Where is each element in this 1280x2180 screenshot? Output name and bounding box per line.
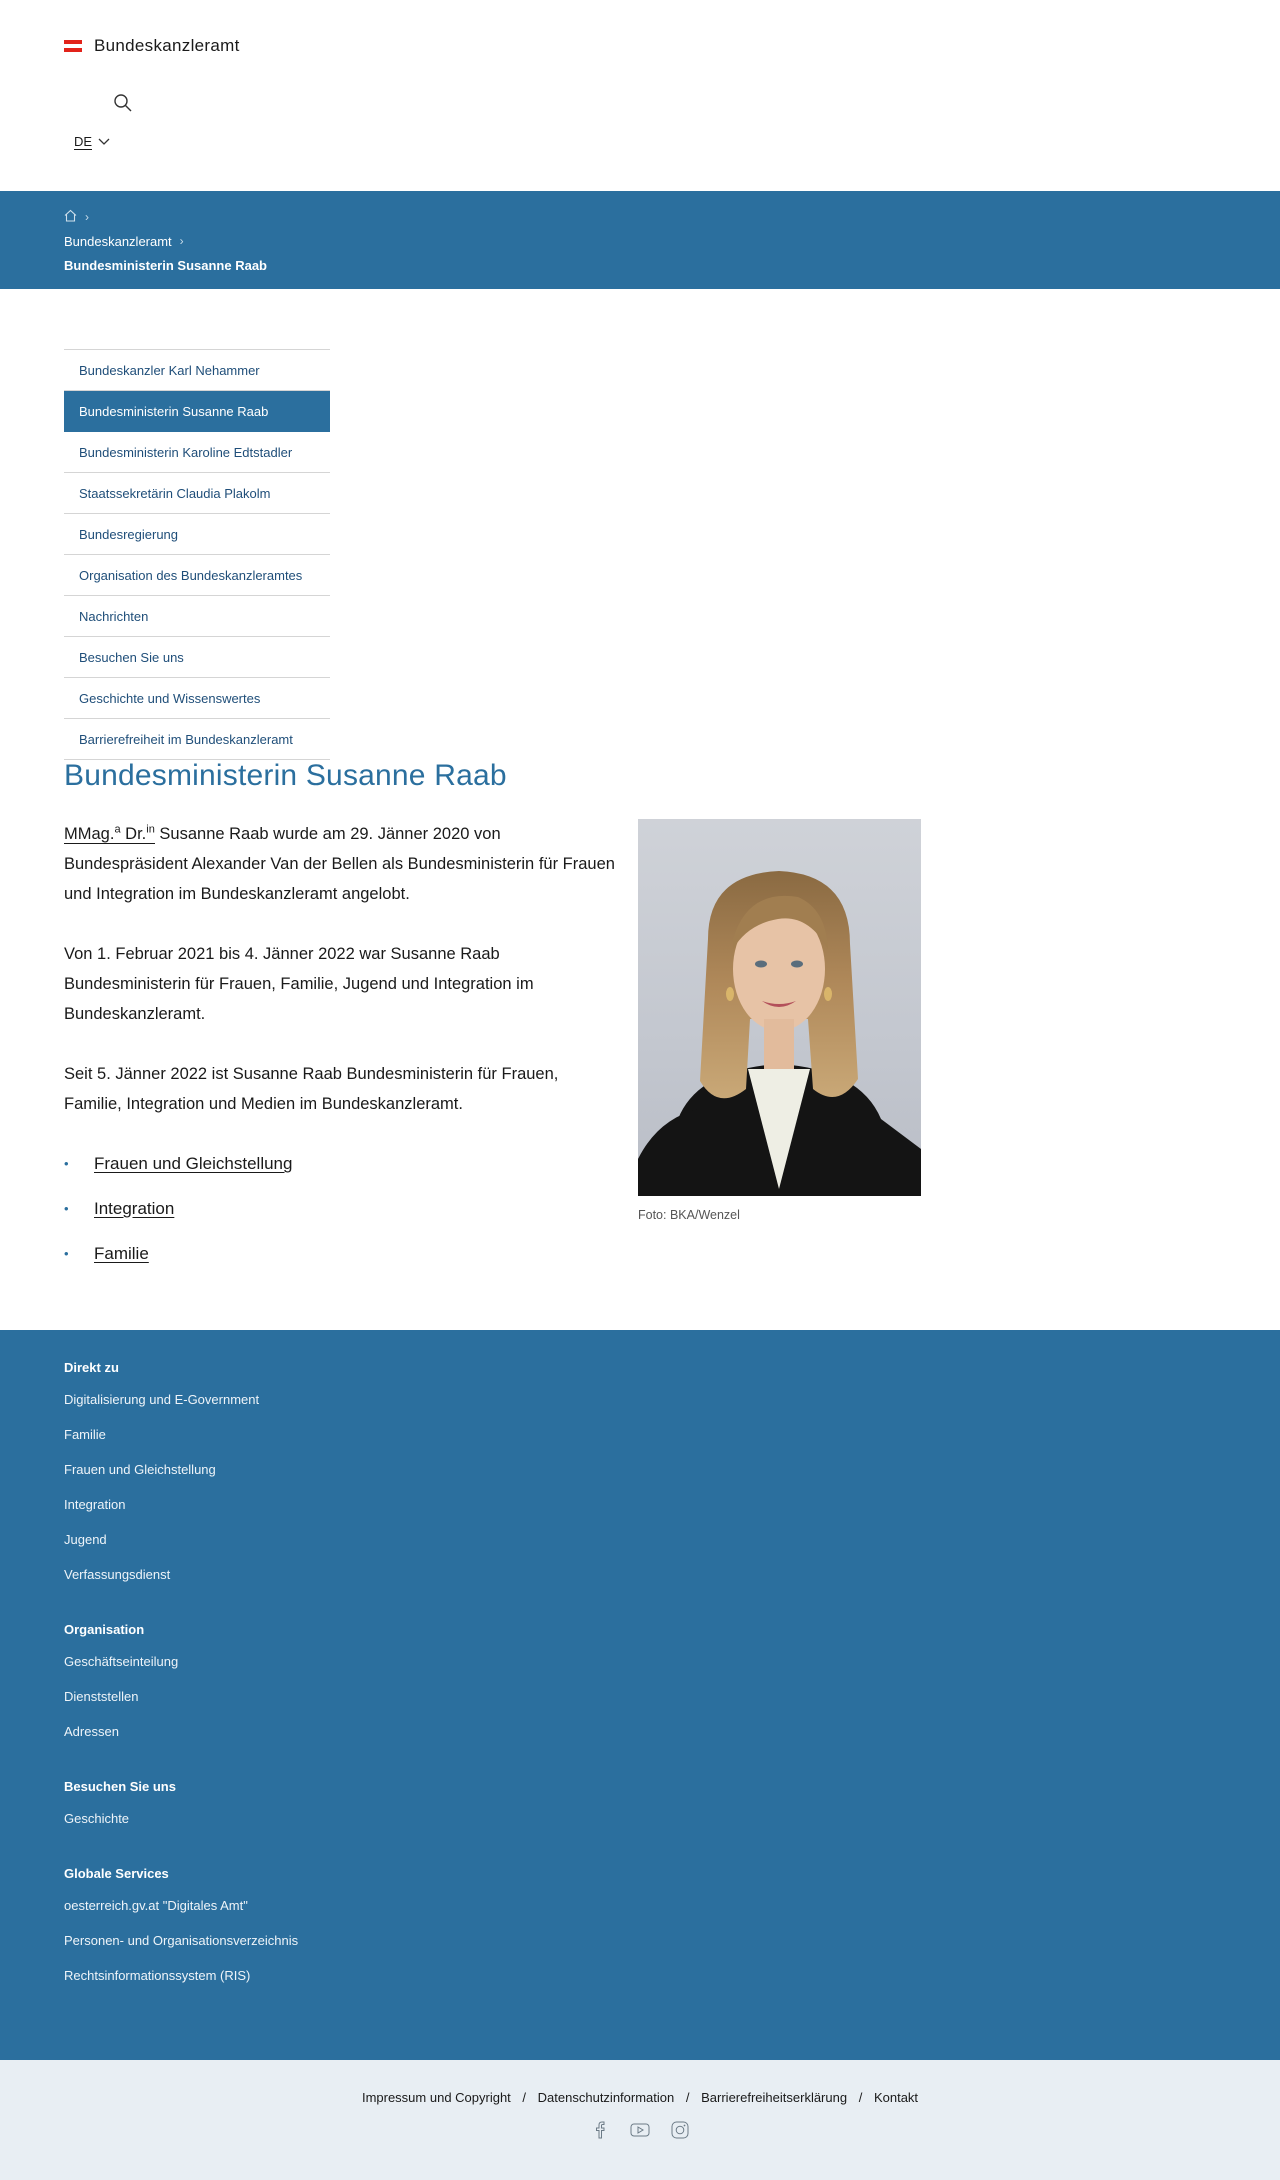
search-button[interactable]: [110, 90, 136, 116]
footer-group-besuchen: [64, 1777, 1216, 1844]
sidenav-item-edtstadler[interactable]: Bundesministerin Karoline Edtstadler: [64, 432, 330, 473]
link-familie[interactable]: Familie: [94, 1244, 149, 1263]
breadcrumb: [0, 191, 1280, 289]
related-links: [64, 1149, 616, 1284]
breadcrumb-home-row: [64, 205, 1216, 229]
footer-link[interactable]: Geschichte: [64, 1811, 130, 1826]
sidenav-item-geschichte[interactable]: Geschichte und Wissenswertes: [64, 678, 330, 719]
footer-link[interactable]: Digitalisierung und E-Government: [64, 1392, 260, 1407]
sidenav-item-besuchen[interactable]: Besuchen Sie uns: [64, 637, 330, 678]
home-link[interactable]: [64, 209, 77, 225]
language-code: DE: [74, 134, 93, 149]
chevron-right-icon: ›: [179, 234, 184, 248]
footer-heading: Organisation: [64, 1622, 145, 1637]
chevron-down-icon: [98, 138, 110, 146]
footer-group-services: [64, 1864, 1216, 2001]
logo-text: Bundeskanzleramt: [94, 36, 240, 55]
austria-flag-icon: [64, 40, 82, 52]
breadcrumb-link-bundeskanzleramt[interactable]: Bundeskanzleramt: [64, 233, 172, 249]
sidenav-item-plakolm[interactable]: Staatssekretärin Claudia Plakolm: [64, 473, 330, 514]
site-footer: [0, 1330, 1280, 2060]
breadcrumb-current-row: [64, 253, 1216, 277]
youtube-icon: [630, 2123, 650, 2137]
instagram-link[interactable]: [670, 2120, 690, 2140]
instagram-icon: [671, 2121, 689, 2139]
legal-link-impressum[interactable]: Impressum und Copyright: [361, 2090, 511, 2105]
legal-link-kontakt[interactable]: Kontakt: [873, 2090, 919, 2105]
footer-heading: Besuchen Sie uns: [64, 1779, 176, 1794]
footer-link[interactable]: Familie: [64, 1427, 106, 1442]
footer-group-organisation: [64, 1620, 1216, 1757]
chevron-right-icon: ›: [85, 210, 89, 224]
academic-title: MMag.$^a$ Dr.$^{in}$: [64, 823, 155, 843]
portrait-photo: [638, 819, 921, 1196]
paragraph-3: Seit 5. Jänner 2022 ist Susanne Raab Bundesministerin für Frauen, Familie, Integration und Medien im Bundeskanzleramt.: [64, 1065, 559, 1113]
footer-group-direkt: [64, 1358, 1216, 1600]
sidenav-item-bundesregierung[interactable]: Bundesregierung: [64, 514, 330, 555]
facebook-link[interactable]: [590, 2120, 610, 2140]
footer-link[interactable]: oesterreich.gv.at "Digitales Amt": [64, 1898, 248, 1913]
paragraph-1: [64, 819, 616, 909]
side-navigation: [64, 349, 330, 760]
portrait-illustration: [638, 819, 921, 1196]
sidenav-item-barrierefreiheit[interactable]: Barrierefreiheit im Bundeskanzleramt: [64, 719, 330, 760]
footer-link[interactable]: Dienststellen: [64, 1689, 139, 1704]
sidenav-item-raab[interactable]: Bundesministerin Susanne Raab: [64, 391, 330, 432]
legal-link-datenschutz[interactable]: Datenschutzinformation: [537, 2090, 675, 2105]
breadcrumb-row: [64, 229, 1216, 253]
site-logo[interactable]: [64, 36, 240, 56]
footer-link[interactable]: Jugend: [64, 1532, 107, 1547]
footer-heading: Globale Services: [64, 1866, 169, 1881]
footer-heading: Direkt zu: [64, 1360, 119, 1375]
footer-link[interactable]: Integration: [64, 1497, 126, 1512]
link-integration[interactable]: Integration: [94, 1199, 175, 1218]
legal-separator: /: [858, 2090, 863, 2105]
footer-link[interactable]: Frauen und Gleichstellung: [64, 1462, 216, 1477]
footer-link[interactable]: Personen- und Organisationsverzeichnis: [64, 1933, 299, 1948]
legal-links: [0, 2090, 1280, 2105]
legal-link-barrierefreiheit[interactable]: Barrierefreiheitserklärung: [701, 2090, 848, 2105]
paragraph-1-text: Susanne Raab wurde am 29. Jänner 2020 von Bundespräsident Alexander Van der Bellen als Bundesministerin für Frauen und Integration im Bundeskanzleramt angelobt.: [64, 825, 615, 903]
legal-separator: /: [685, 2090, 690, 2105]
sidenav-item-nehammer[interactable]: Bundeskanzler Karl Nehammer: [64, 350, 330, 391]
social-links: [0, 2120, 1280, 2140]
paragraph-2: Von 1. Februar 2021 bis 4. Jänner 2022 war Susanne Raab Bundesministerin für Frauen, Familie, Jugend und Integration im Bundeskanzleramt.: [64, 945, 534, 1023]
language-selector[interactable]: [74, 134, 110, 150]
sidenav-item-organisation[interactable]: Organisation des Bundeskanzleramtes: [64, 555, 330, 596]
link-frauen-gleichstellung[interactable]: Frauen und Gleichstellung: [94, 1154, 293, 1173]
article-body: [64, 819, 616, 1284]
legal-separator: /: [522, 2090, 527, 2105]
footer-link[interactable]: Rechtsinformationssystem (RIS): [64, 1968, 251, 1983]
home-icon: [64, 209, 77, 222]
list-item: [64, 1149, 616, 1194]
photo-caption: Foto: BKA/Wenzel: [638, 1208, 740, 1222]
footer-link[interactable]: Geschäftseinteilung: [64, 1654, 179, 1669]
bottom-bar: [0, 2060, 1280, 2180]
sidenav-item-nachrichten[interactable]: Nachrichten: [64, 596, 330, 637]
footer-link[interactable]: Verfassungsdienst: [64, 1567, 171, 1582]
youtube-link[interactable]: [630, 2120, 650, 2140]
search-icon: [113, 93, 133, 113]
breadcrumb-current: Bundesministerin Susanne Raab: [64, 257, 267, 273]
page-title: Bundesministerin Susanne Raab: [64, 759, 507, 792]
facebook-icon: [592, 2121, 608, 2139]
site-header: [0, 0, 1280, 191]
list-item: [64, 1194, 616, 1239]
list-item: [64, 1239, 616, 1284]
footer-link[interactable]: Adressen: [64, 1724, 119, 1739]
portrait-figure: [638, 819, 921, 1222]
